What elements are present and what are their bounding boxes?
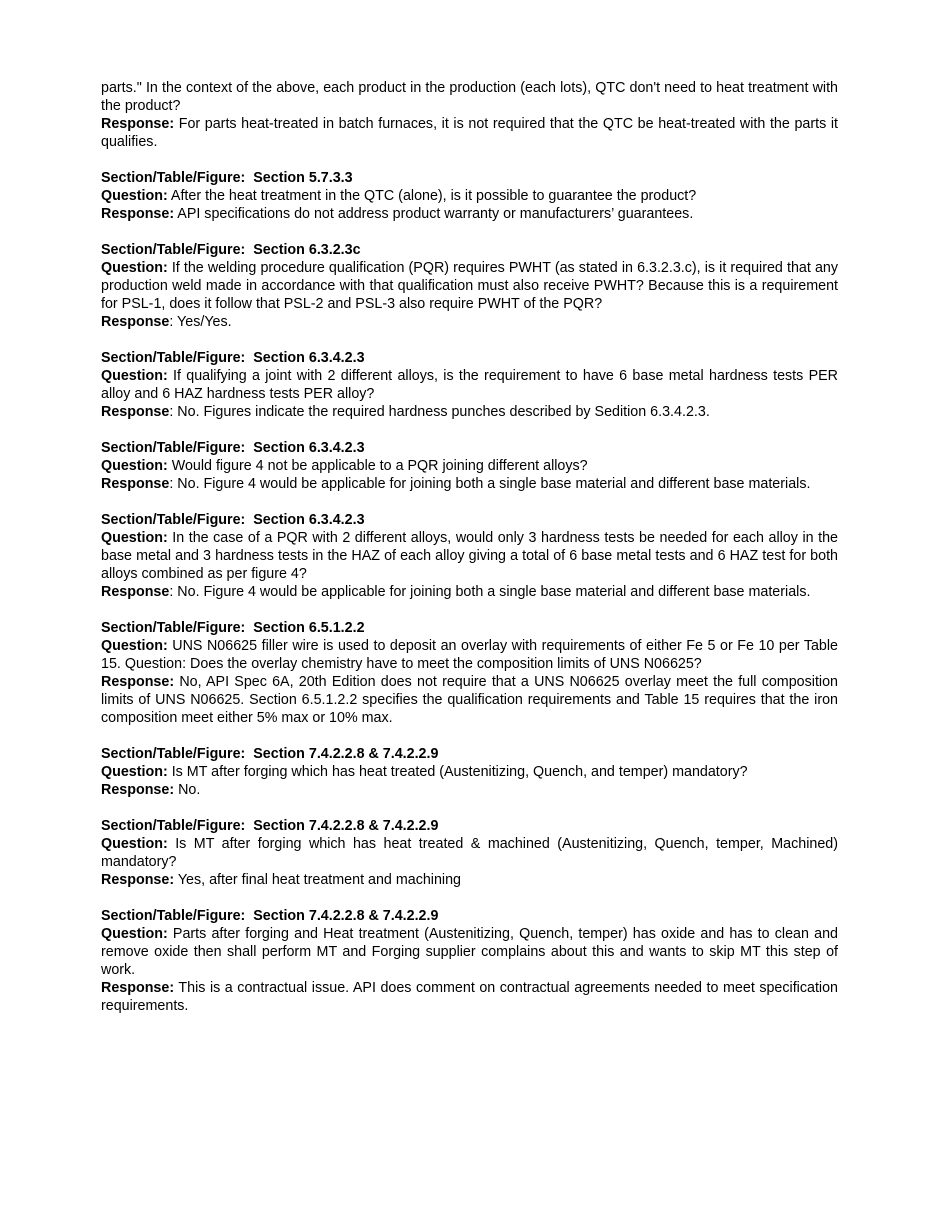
question	[101, 457, 838, 475]
qa-entries-list	[101, 169, 838, 1015]
response-text: No. Figure 4 would be applicable for joining both a single base material and different base materials.	[177, 476, 811, 492]
response-text: This is a contractual issue. API does comment on contractual agreements needed to meet specification requirements.	[101, 980, 839, 1014]
question-text: In the case of a PQR with 2 different alloys, would only 3 hardness tests be needed for each alloy in the base metal and 3 hardness tests in the HAZ of each alloy giving a total of 6 base metal tests and 6 HAZ test for both alloys combined as per figure 4?	[101, 530, 838, 582]
response-label: Response:	[101, 674, 175, 690]
question-label: Question:	[101, 836, 168, 852]
question-text: If qualifying a joint with 2 different alloys, is the requirement to have 6 base metal hardness tests PER alloy and 6 HAZ hardness tests PER alloy?	[101, 368, 838, 402]
qa-entry	[101, 907, 838, 1015]
response-label: Response:	[101, 116, 175, 132]
section-value: Section 7.4.2.2.8 & 7.4.2.2.9	[253, 818, 439, 834]
question-label: Question:	[101, 926, 168, 942]
response-separator: :	[169, 476, 178, 492]
response	[101, 583, 838, 601]
question-text: UNS N06625 filler wire is used to deposit an overlay with requirements of either Fe 5 or Fe 10 per Table 15. Question: Does the overlay chemistry have to meet the composition limits of UNS N06625?	[101, 638, 838, 672]
section-label: Section/Table/Figure:	[101, 242, 246, 258]
section-heading	[101, 907, 838, 925]
question-label: Question:	[101, 530, 168, 546]
response-text: No. Figure 4 would be applicable for joining both a single base material and different base materials.	[177, 584, 811, 600]
qa-entry	[101, 169, 838, 223]
question-text: Parts after forging and Heat treatment (Austenitizing, Quench, temper) has oxide and has to clean and remove oxide then shall perform MT and Forging supplier complains about this and wants to skip MT this step of work.	[101, 926, 838, 978]
response-label: Response:	[101, 980, 175, 996]
question-label: Question:	[101, 764, 168, 780]
question	[101, 529, 838, 583]
qa-entry	[101, 817, 838, 889]
qa-entry	[101, 241, 838, 331]
response	[101, 979, 838, 1015]
section-label: Section/Table/Figure:	[101, 170, 246, 186]
response-text: Yes/Yes.	[177, 314, 232, 330]
qa-entry	[101, 745, 838, 799]
section-value: Section 6.3.4.2.3	[253, 350, 365, 366]
qa-entry	[101, 619, 838, 727]
response-text: API specifications do not address product warranty or manufacturers’ guarantees.	[177, 206, 694, 222]
section-label: Section/Table/Figure:	[101, 746, 246, 762]
qa-entry	[101, 511, 838, 601]
qa-entry	[101, 439, 838, 493]
section-label: Section/Table/Figure:	[101, 620, 246, 636]
section-value: Section 7.4.2.2.8 & 7.4.2.2.9	[253, 746, 439, 762]
question-text: Is MT after forging which has heat treated & machined (Austenitizing, Quench, temper, Machined) mandatory?	[101, 836, 838, 870]
qa-entry	[101, 349, 838, 421]
question	[101, 925, 838, 979]
response-label: Response	[101, 584, 170, 600]
question-label: Question:	[101, 368, 168, 384]
section-label: Section/Table/Figure:	[101, 350, 246, 366]
question-label: Question:	[101, 458, 168, 474]
intro-response	[101, 115, 838, 151]
response-text: No. Figures indicate the required hardness punches described by Sedition 6.3.4.2.3.	[177, 404, 710, 420]
response-separator: :	[169, 314, 178, 330]
section-heading	[101, 349, 838, 367]
section-value: Section 6.3.4.2.3	[253, 512, 365, 528]
document-page	[101, 79, 838, 1033]
question	[101, 637, 838, 673]
section-heading	[101, 745, 838, 763]
section-heading	[101, 511, 838, 529]
intro-block	[101, 79, 838, 151]
section-heading	[101, 619, 838, 637]
question	[101, 367, 838, 403]
response-text: No.	[178, 782, 201, 798]
response-text: No, API Spec 6A, 20th Edition does not require that a UNS N06625 overlay meet the full composition limits of UNS N06625. Section 6.5.1.2.2 specifies the qualification requirements and Table 15 requires that the iron composition meet either 5% max or 10% max.	[101, 674, 838, 726]
section-label: Section/Table/Figure:	[101, 440, 246, 456]
section-heading	[101, 169, 838, 187]
section-label: Section/Table/Figure:	[101, 818, 246, 834]
response	[101, 673, 838, 727]
section-value: Section 6.3.4.2.3	[253, 440, 365, 456]
response-label: Response	[101, 476, 170, 492]
response-text: For parts heat-treated in batch furnaces, it is not required that the QTC be heat-treated with the parts it qualifies.	[101, 116, 838, 150]
question-label: Question:	[101, 260, 168, 276]
response	[101, 781, 838, 799]
section-heading	[101, 817, 838, 835]
section-heading	[101, 439, 838, 457]
question	[101, 259, 838, 313]
section-value: Section 6.3.2.3c	[253, 242, 361, 258]
section-label: Section/Table/Figure:	[101, 908, 246, 924]
question	[101, 187, 838, 205]
section-value: Section 7.4.2.2.8 & 7.4.2.2.9	[253, 908, 439, 924]
section-value: Section 5.7.3.3	[253, 170, 353, 186]
response-label: Response	[101, 404, 170, 420]
question	[101, 835, 838, 871]
question-text: After the heat treatment in the QTC (alone), is it possible to guarantee the product?	[170, 188, 697, 204]
section-heading	[101, 241, 838, 259]
question-text: Would figure 4 not be applicable to a PQR joining different alloys?	[171, 458, 588, 474]
response-text: Yes, after final heat treatment and machining	[177, 872, 462, 888]
response	[101, 871, 838, 889]
response-label: Response:	[101, 872, 175, 888]
response-label: Response:	[101, 206, 175, 222]
section-label: Section/Table/Figure:	[101, 512, 246, 528]
response	[101, 313, 838, 331]
response	[101, 403, 838, 421]
question-label: Question:	[101, 188, 168, 204]
response-label: Response	[101, 314, 170, 330]
response	[101, 475, 838, 493]
question-text: Is MT after forging which has heat treated (Austenitizing, Quench, and temper) mandatory?	[171, 764, 748, 780]
question-label: Question:	[101, 638, 168, 654]
response-separator: :	[169, 404, 178, 420]
response	[101, 205, 838, 223]
response-label: Response:	[101, 782, 175, 798]
question	[101, 763, 838, 781]
intro-question-text: parts." In the context of the above, each product in the production (each lots), QTC don't need to heat treatment with the product?	[101, 80, 838, 114]
question-text: If the welding procedure qualification (PQR) requires PWHT (as stated in 6.3.2.3.c), is it required that any production weld made in accordance with that qualification must also receive PWHT? Because this is a requirement for PSL-1, does it follow that PSL-2 and PSL-3 also require PWHT of the PQR?	[101, 260, 838, 312]
section-value: Section 6.5.1.2.2	[253, 620, 365, 636]
response-separator: :	[169, 584, 178, 600]
